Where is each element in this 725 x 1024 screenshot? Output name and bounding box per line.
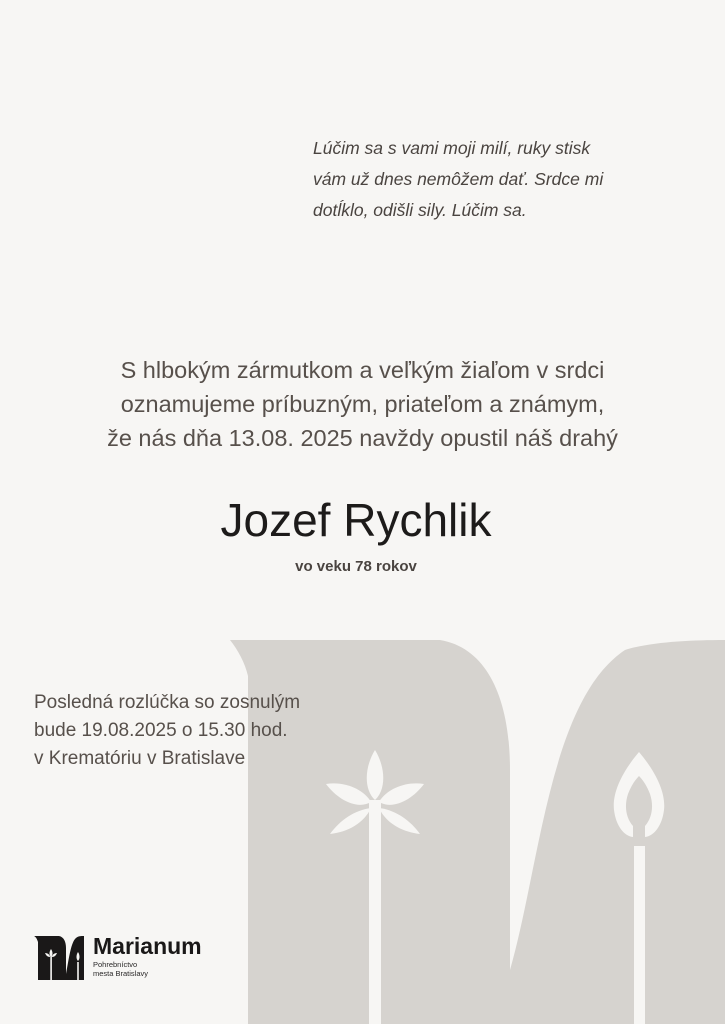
logo-subtitle-line: Pohrebníctvo [93,960,138,969]
funeral-info [34,689,364,773]
quote-line: dotĺklo, odišli sily. Lúčim sa. [313,200,527,220]
announcement-line: S hlbokým zármutkom a veľkým žiaľom v srdci [120,357,605,383]
announcement-line: že nás dňa 13.08. 2025 navždy opustil náš drahý [107,425,618,451]
quote-line: Lúčim sa s vami moji milí, ruky stisk [313,138,591,158]
deceased-age: vo veku 78 rokov [295,558,417,575]
logo-subtitle [93,960,148,978]
announcement-text [0,353,725,455]
logo-subtitle-line: mesta Bratislavy [93,969,149,978]
farewell-quote [313,133,653,226]
marianum-logo-icon [34,936,84,980]
deceased-name: Jozef Rychlik [220,494,492,546]
funeral-line: Posledná rozlúčka so zosnulým [34,692,301,713]
quote-line: vám už dnes nemôžem dať. Srdce mi [313,169,604,189]
announcement-line: oznamujeme príbuzným, priateľom a známym, [120,391,605,417]
funeral-line: v Krematóriu v Bratislave [34,748,246,769]
funeral-line: bude 19.08.2025 o 15.30 hod. [34,720,288,741]
logo-name: Marianum [93,933,202,959]
